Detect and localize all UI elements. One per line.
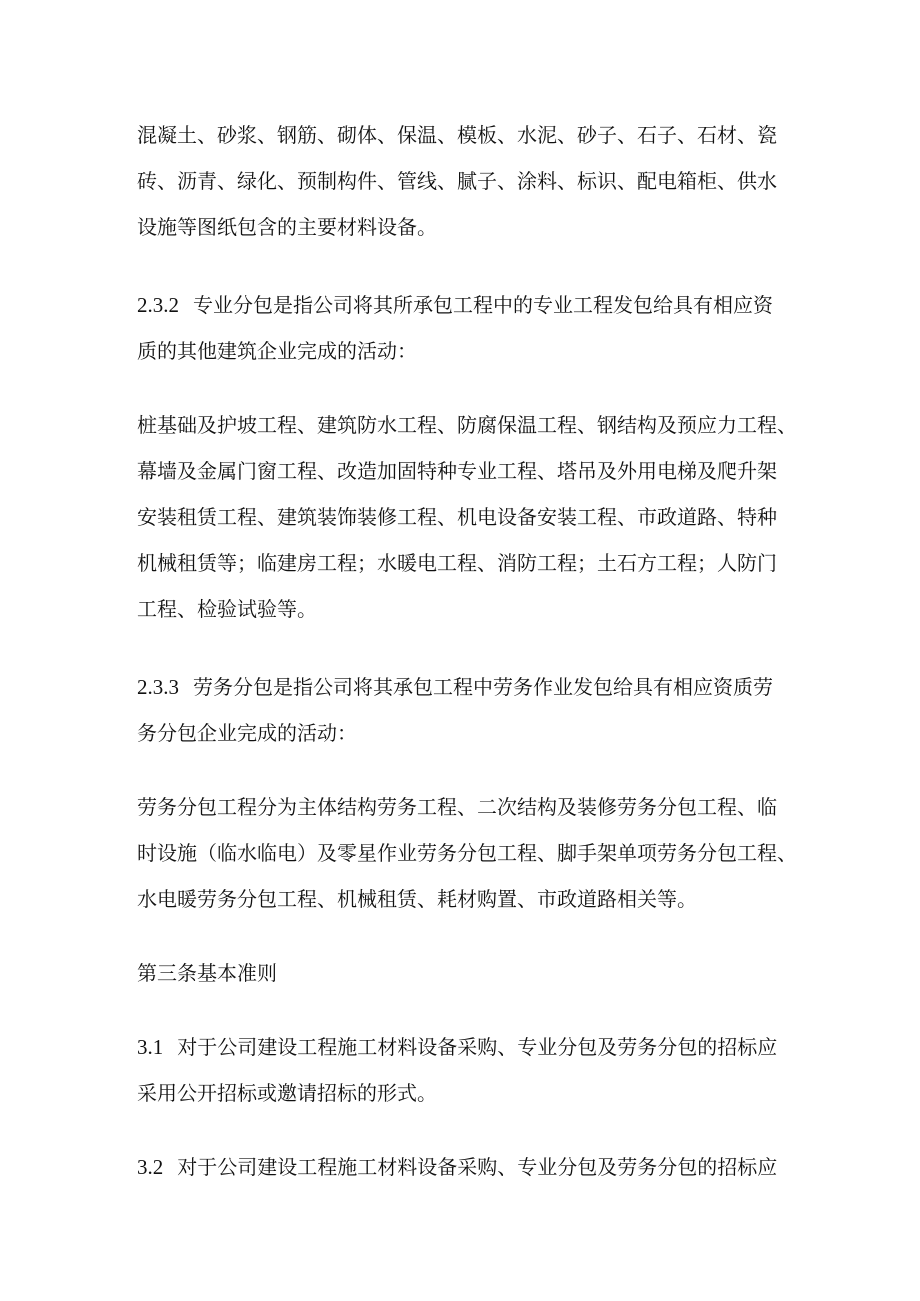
text-line: 设施等图纸包含的主要材料设备。 <box>137 215 437 239</box>
text-line: 采用公开招标或邀请招标的形式。 <box>137 1081 437 1105</box>
line-text: 对于公司建设工程施工材料设备采购、专业分包及劳务分包的招标应 <box>177 1035 778 1059</box>
paragraph-specialty-list <box>137 402 797 632</box>
text-line: 混凝土、砂浆、钢筋、砌体、保温、模板、水泥、砂子、石子、石材、瓷 <box>137 123 777 147</box>
paragraph-materials-list <box>137 112 797 250</box>
text-line: 务分包企业完成的活动： <box>137 721 357 745</box>
paragraph-labor-list <box>137 784 797 922</box>
paragraph-3-2 <box>137 1144 797 1190</box>
line-text: 专业分包是指公司将其所承包工程中的专业工程发包给具有相应资 <box>193 293 773 317</box>
text-line <box>137 1024 797 1070</box>
text-line <box>137 282 797 328</box>
text-line: 劳务分包工程分为主体结构劳务工程、二次结构及装修劳务分包工程、临 <box>137 795 777 819</box>
section-number: 3.1 <box>137 1035 164 1059</box>
line-text: 对于公司建设工程施工材料设备采购、专业分包及劳务分包的招标应 <box>177 1155 778 1179</box>
paragraph-3-1 <box>137 1024 797 1116</box>
text-line: 安装租赁工程、建筑装饰装修工程、机电设备安装工程、市政道路、特种 <box>137 505 777 529</box>
text-line: 质的其他建筑企业完成的活动： <box>137 339 417 363</box>
text-line <box>137 664 797 710</box>
paragraph-2-3-2 <box>137 282 797 374</box>
text-line: 第三条基本准则 <box>137 961 277 985</box>
text-line: 时设施（临水临电）及零星作业劳务分包工程、脚手架单项劳务分包工程、 <box>137 841 797 865</box>
line-text: 劳务分包是指公司将其承包工程中劳务作业发包给具有相应资质劳 <box>193 675 773 699</box>
text-line: 机械租赁等；临建房工程；水暖电工程、消防工程；土石方工程；人防门 <box>137 551 777 575</box>
paragraph-2-3-3 <box>137 664 797 756</box>
section-number: 3.2 <box>137 1155 164 1179</box>
text-line <box>137 1144 797 1190</box>
text-line: 砖、沥青、绿化、预制构件、管线、腻子、涂料、标识、配电箱柜、供水 <box>137 169 777 193</box>
text-line: 桩基础及护坡工程、建筑防水工程、防腐保温工程、钢结构及预应力工程、 <box>137 413 797 437</box>
text-line: 水电暖劳务分包工程、机械租赁、耗材购置、市政道路相关等。 <box>137 887 697 911</box>
section-number: 2.3.2 <box>137 293 179 317</box>
text-line: 工程、检验试验等。 <box>137 597 317 621</box>
text-line: 幕墙及金属门窗工程、改造加固特种专业工程、塔吊及外用电梯及爬升架 <box>137 459 777 483</box>
section-number: 2.3.3 <box>137 675 179 699</box>
heading-article-3 <box>137 950 797 996</box>
